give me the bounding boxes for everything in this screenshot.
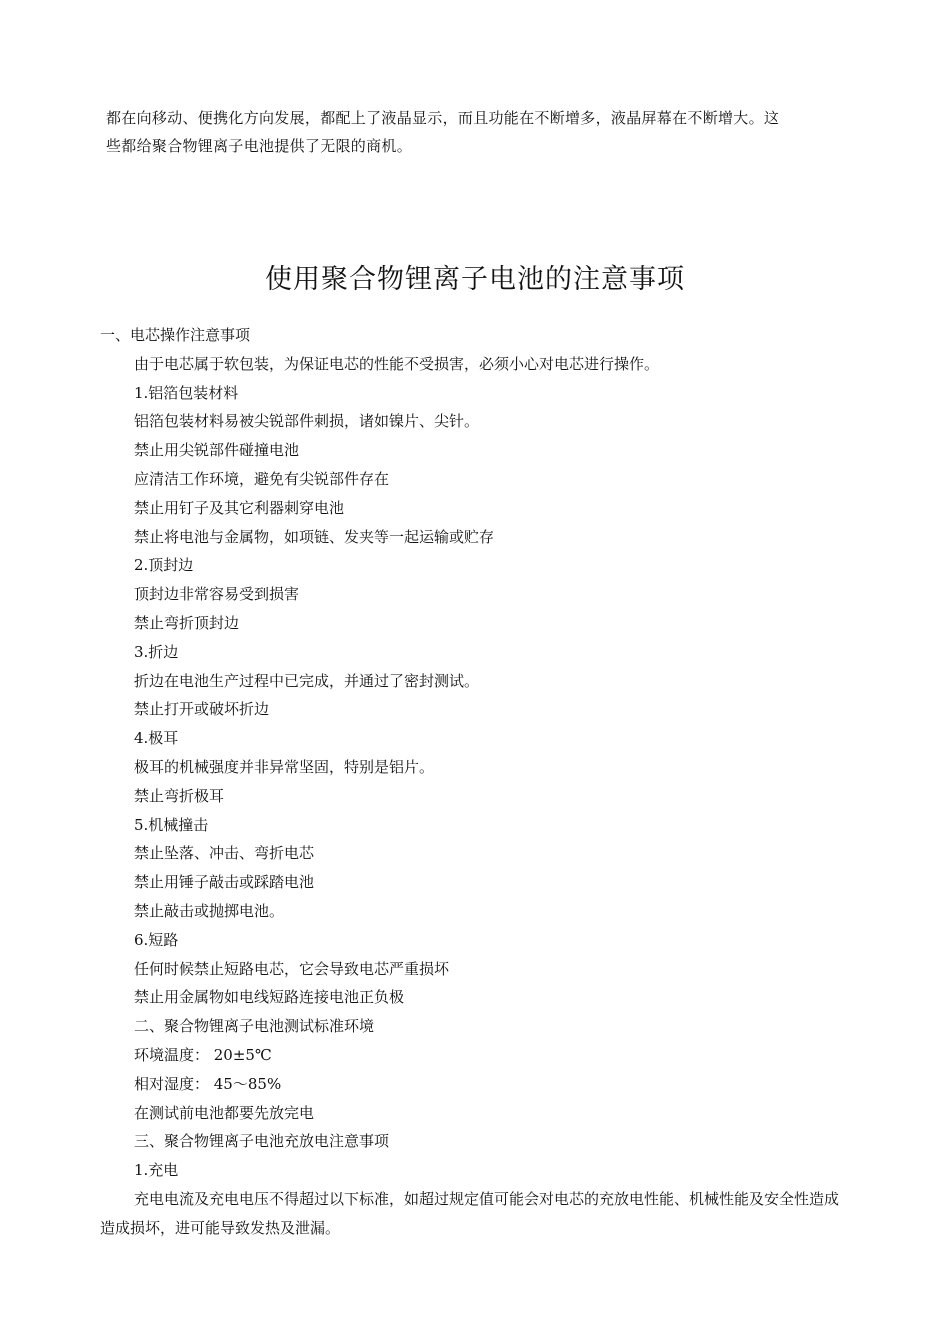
text-line: 禁止用金属物如电线短路连接电池正负极 (134, 988, 405, 1007)
text-line: 禁止打开或破坏折边 (134, 700, 270, 719)
intro-line-1: 都在向移动、便携化方向发展，都配上了液晶显示，而且功能在不断增多，液晶屏幕在不断增大。这 (106, 109, 780, 127)
text-line: 极耳的机械强度并非异常坚固，特别是铝片。 (134, 757, 435, 776)
text-line: 禁止弯折极耳 (134, 786, 225, 805)
text-line: 折边在电池生产过程中已完成，并通过了密封测试。 (134, 671, 480, 690)
text-line: 由于电芯属于软包装，为保证电芯的性能不受损害，必须小心对电芯进行操作。 (134, 354, 660, 373)
section-heading-3: 三、聚合物锂离子电池充放电注意事项 (134, 1132, 390, 1151)
section-heading-1: 一、电芯操作注意事项 (100, 326, 251, 344)
subheading-mechanical-impact: 5.机械撞击 (134, 815, 209, 834)
section-heading-2: 二、聚合物锂离子电池测试标准环境 (134, 1017, 375, 1036)
subheading-tab: 4.极耳 (134, 729, 179, 748)
text-line: 禁止坠落、冲击、弯折电芯 (134, 844, 315, 863)
text-line: 环境温度： 20±5℃ (134, 1045, 272, 1064)
text-line: 禁止将电池与金属物，如项链、发夹等一起运输或贮存 (134, 527, 495, 546)
intro-paragraph (106, 104, 851, 160)
text-line: 在测试前电池都要先放完电 (134, 1103, 315, 1122)
text-line: 禁止用锤子敲击或踩踏电池 (134, 873, 315, 892)
text-line: 铝箔包装材料易被尖锐部件刺损，诸如镍片、尖针。 (134, 412, 480, 431)
subheading-charging: 1.充电 (134, 1161, 179, 1180)
text-line: 禁止用钉子及其它利器刺穿电池 (134, 498, 345, 517)
text-line: 禁止弯折顶封边 (134, 613, 240, 632)
text-line: 相对湿度： 45～85% (134, 1074, 282, 1093)
text-line: 禁止用尖锐部件碰撞电池 (134, 441, 300, 460)
text-line: 禁止敲击或抛掷电池。 (134, 901, 285, 920)
intro-line-2: 些都给聚合物锂离子电池提供了无限的商机。 (106, 137, 413, 155)
text-line: 顶封边非常容易受到损害 (134, 585, 300, 604)
page-title: 使用聚合物锂离子电池的注意事项 (265, 264, 685, 295)
subheading-top-seal: 2.顶封边 (134, 556, 194, 575)
document-body (100, 321, 852, 1243)
text-line: 任何时候禁止短路电芯，它会导致电芯严重损坏 (134, 959, 450, 978)
text-line: 应清洁工作环境，避免有尖锐部件存在 (134, 469, 390, 488)
subheading-folded-edge: 3.折边 (134, 642, 179, 661)
final-paragraph: 充电电流及充电电压不得超过以下标准，如超过规定值可能会对电芯的充放电性能、机械性能及安全性造成造成损坏，进可能导致发热及泄漏。 (100, 1189, 840, 1237)
subheading-aluminum-foil: 1.铝箔包装材料 (134, 383, 239, 402)
subheading-short-circuit: 6.短路 (134, 930, 179, 949)
